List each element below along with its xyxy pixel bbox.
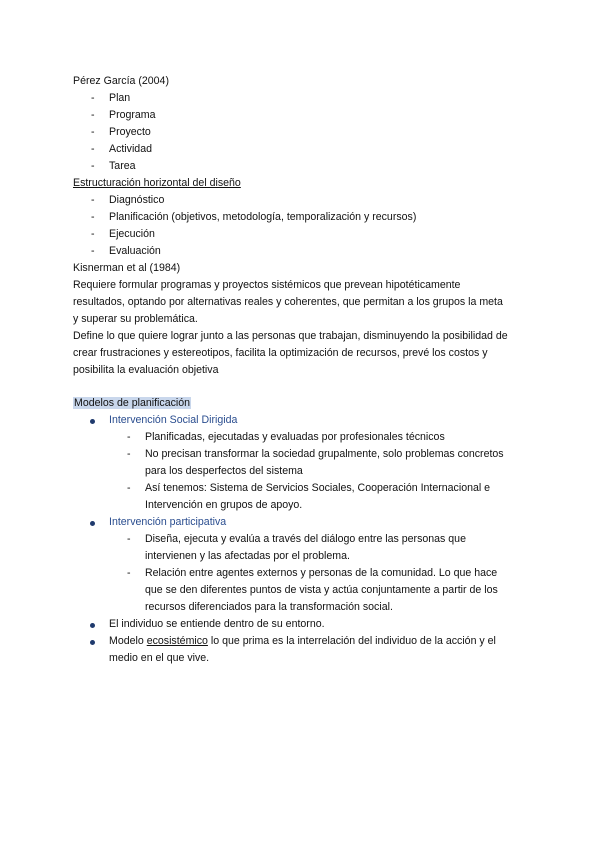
author-kisnerman: Kisnerman et al (1984) — [73, 262, 181, 274]
list-item-continuation: medio en el que vive. — [109, 652, 210, 664]
list-item: Diseña, ejecuta y evalúa a través del diálogo entre las personas que — [145, 533, 466, 545]
underlined-term: ecosistémico — [146, 635, 208, 647]
list-item: Así tenemos: Sistema de Servicios Sociales, Cooperación Internacional e — [145, 482, 491, 494]
dash-marker: - — [127, 567, 131, 579]
bullet-icon — [90, 521, 95, 526]
bullet-icon — [90, 623, 95, 628]
paragraph-line: y superar su problemática. — [73, 313, 198, 325]
dash-marker: - — [91, 228, 95, 240]
list-item: No precisan transformar la sociedad grupalmente, solo problemas concretos — [145, 448, 504, 460]
bullet-icon — [90, 640, 95, 645]
dash-marker: - — [91, 143, 95, 155]
list-item: Actividad — [109, 143, 152, 155]
paragraph-line: posibilita la evaluación objetiva — [73, 364, 219, 376]
list-item: Evaluación — [109, 245, 161, 257]
paragraph-line: crear frustraciones y estereotipos, facilita la optimización de recursos, prevé los costos y — [73, 347, 488, 359]
paragraph-line: resultados, optando por alternativas reales y coherentes, que permitan a los grupos la meta — [73, 296, 503, 308]
author-perez-garcia: Pérez García (2004) — [73, 75, 169, 87]
text-fragment: Modelo — [109, 635, 147, 647]
dash-marker: - — [91, 245, 95, 257]
dash-marker: - — [91, 194, 95, 206]
dash-marker: - — [91, 109, 95, 121]
list-item: Planificadas, ejecutadas y evaluadas por profesionales técnicos — [145, 431, 445, 443]
dash-marker: - — [127, 482, 131, 494]
dash-marker: - — [91, 126, 95, 138]
list-item: Ejecución — [109, 228, 155, 240]
list-item: Plan — [109, 92, 131, 104]
list-item-continuation: recursos diferenciados para la transformación social. — [145, 601, 393, 613]
list-item: Diagnóstico — [109, 194, 165, 206]
list-item: Planificación (objetivos, metodología, temporalización y recursos) — [109, 211, 417, 223]
list-item-continuation: Intervención en grupos de apoyo. — [145, 499, 303, 511]
list-item-continuation: intervienen y las afectadas por el problema. — [145, 550, 350, 562]
list-item-individuo: El individuo se entiende dentro de su entorno. — [109, 618, 325, 630]
text-fragment: lo que prima es la interrelación del individuo de la acción y el — [207, 635, 496, 647]
subheading-participativa: Intervención participativa — [109, 516, 227, 528]
subheading-dirigida: Intervención Social Dirigida — [109, 414, 238, 426]
paragraph-line: Requiere formular programas y proyectos sistémicos que prevean hipotéticamente — [73, 279, 461, 291]
highlighted-heading: Modelos de planificación — [74, 397, 191, 409]
heading-estructuracion: Estructuración horizontal del diseño — [73, 177, 241, 189]
paragraph-line: Define lo que quiere lograr junto a las personas que trabajan, disminuyendo la posibilidad de — [73, 330, 508, 342]
dash-marker: - — [91, 211, 95, 223]
dash-marker: - — [127, 431, 131, 443]
dash-marker: - — [127, 448, 131, 460]
list-item: Tarea — [109, 160, 136, 172]
list-item: Programa — [109, 109, 156, 121]
bullet-icon — [90, 419, 95, 424]
list-item: Proyecto — [109, 126, 151, 138]
dash-marker: - — [127, 533, 131, 545]
list-item-continuation: para los desperfectos del sistema — [145, 465, 303, 477]
dash-marker: - — [91, 92, 95, 104]
list-item-continuation: que se den diferentes puntos de vista y actúa conjuntamente a partir de los — [145, 584, 498, 596]
heading-modelos — [73, 397, 191, 410]
list-item-ecosistemico — [109, 635, 496, 648]
list-item: Relación entre agentes externos y personas de la comunidad. Lo que hace — [145, 567, 498, 579]
dash-marker: - — [91, 160, 95, 172]
